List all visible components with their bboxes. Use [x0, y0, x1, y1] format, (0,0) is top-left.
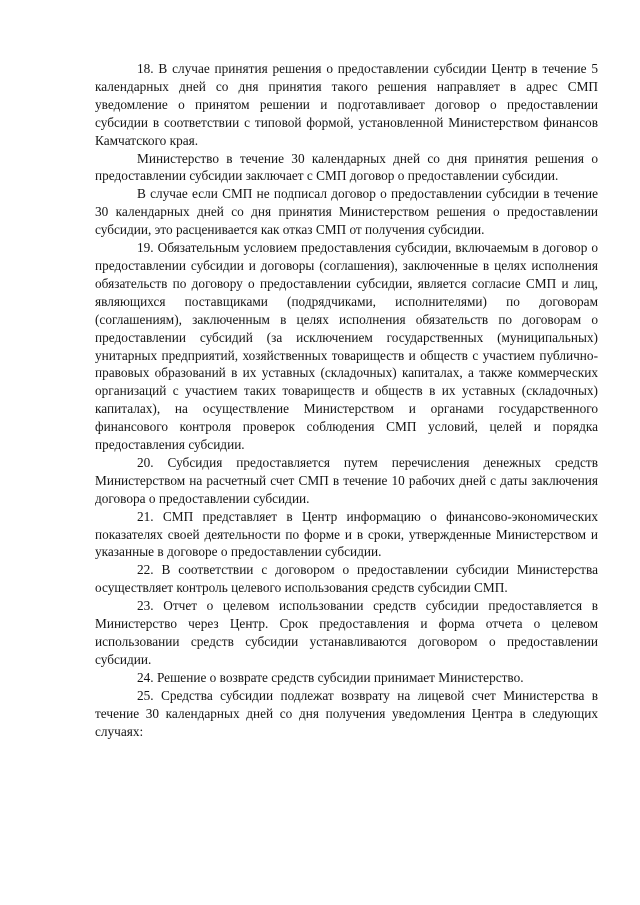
- paragraph-22: 22. В соответствии с договором о предоставлении субсидии Министерства осуществляет контроль целевого использования средств субсидии СМП.: [95, 562, 598, 596]
- paragraph-18-refusal: В случае если СМП не подписал договор о предоставлении субсидии в течение 30 календарных дней со дня принятия Министерством решения о предоставлении субсидии, это расценивается как отказ СМП от получения субсидии.: [95, 186, 598, 238]
- paragraph-20: 20. Субсидия предоставляется путем перечисления денежных средств Министерством на расчетный счет СМП в течение 10 рабочих дней с даты заключения договора о предоставлении субсидии.: [95, 454, 598, 506]
- document-body: [95, 60, 598, 740]
- paragraph-24: 24. Решение о возврате средств субсидии принимает Министерство.: [137, 669, 524, 685]
- paragraph-19: 19. Обязательным условием предоставления субсидии, включаемым в договор о предоставлении субсидии и договоры (соглашения), заключенные в целях исполнения обязательств по договору о предоставлении субсидии, является согласие СМП и лиц, являющихся поставщиками (подрядчиками, исполнителями) по договорам (соглашениям), заключенным в целях исполнения обязательств по договорам о предоставлении субсидий (за исключением государственных (муниципальных) унитарных предприятий, хозяйственных товариществ и обществ с участием публично-правовых образований в их уставных (складочных) капиталах, а также коммерческих организаций с участием таких товариществ и обществ в их уставных (складочных) капиталах), на осуществление Министерством и органами государственного финансового контроля проверок соблюдения СМП условий, целей и порядка предоставления субсидии.: [95, 240, 598, 453]
- paragraph-25: 25. Средства субсидии подлежат возврату на лицевой счет Министерства в течение 30 календарных дней со дня получения уведомления Центра в следующих случаях:: [95, 687, 598, 739]
- paragraph-18: 18. В случае принятия решения о предоставлении субсидии Центр в течение 5 календарных дней со дня принятия такого решения направляет в адрес СМП уведомление о принятом решении и подготавливает договор о предоставлении субсидии в соответствии с типовой формой, установленной Министерством финансов Камчатского края.: [95, 61, 598, 148]
- paragraph-18-contract: Министерство в течение 30 календарных дней со дня принятия решения о предоставлении субсидии заключает с СМП договор о предоставлении субсидии.: [95, 150, 598, 184]
- paragraph-23: 23. Отчет о целевом использовании средств субсидии предоставляется в Министерство через Центр. Срок предоставления и форма отчета о целевом использовании средств субсидии устанавливаются договором о предоставлении субсидии.: [95, 598, 598, 667]
- paragraph-21: 21. СМП представляет в Центр информацию о финансово-экономических показателях своей деятельности по форме и в сроки, утвержденные Министерством и указанные в договоре о предоставлении субсидии.: [95, 508, 598, 560]
